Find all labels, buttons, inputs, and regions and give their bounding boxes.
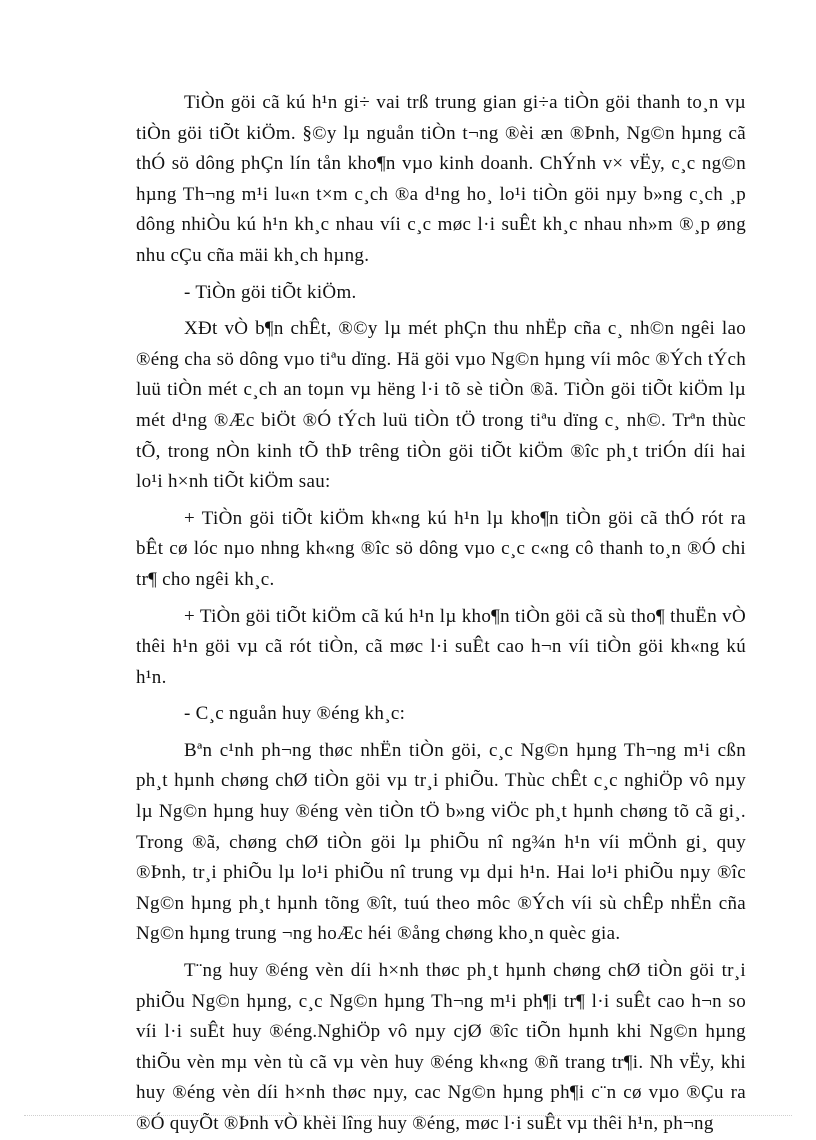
heading-savings-deposits: - TiÒn göi tiÕt kiÖm. — [184, 281, 357, 303]
paragraph-term-savings: + TiÒn göi tiÕt kiÖm cã kú h¹n lµ kho¶n tiÒn göi cã sù tho¶ thuËn vÒ thêi h¹n göi vµ cã rót tiÒn, cã møc l·i suÊt cao h¬n víi tiÒn göi kh«ng kú h¹n. — [136, 605, 746, 688]
paragraph-term-deposits: TiÒn göi cã kú h¹n gi÷ vai trß trung gian gi÷a tiÒn göi thanh to¸n vµ tiÒn göi tiÕt kiÖm. §©y lµ nguån tiÒn t¬ng ®èi æn ®Þnh, Ng©n hµng cã thÓ sö dông phÇn lín tån kho¶n vµo kinh doanh. ChÝnh v× vËy, c¸c ng©n hµng Th¬ng m¹i lu«n t×m c¸ch ®a d¹ng ho¸ lo¹i tiÒn göi nµy b»ng c¸ch ¸p dông nhiÒu kú h¹n kh¸c nhau víi c¸c møc l·i suÊt kh¸c nhau nh»m ®¸p øng nhu cÇu cña mäi kh¸ch hµng. — [136, 92, 746, 266]
page-bottom-divider — [24, 1115, 792, 1116]
paragraph-certificates-bonds: Bªn c¹nh ph¬ng thøc nhËn tiÒn göi, c¸c Ng©n hµng Th¬ng m¹i cßn ph¸t hµnh chøng chØ tiÒn göi vµ tr¸i phiÕu. Thùc chÊt c¸c nghiÖp vô nµy lµ Ng©n hµng huy ®éng vèn tiÒn tÖ b»ng viÖc ph¸t hµnh chøng tõ cã gi¸. Trong ®ã, chøng chØ tiÒn göi lµ phiÕu nî ng¾n h¹n víi mÖnh gi¸ quy ®Þnh, tr¸i phiÕu lµ lo¹i phiÕu nî trung vµ dµi h¹n. Hai lo¹i phiÕu nµy ®îc Ng©n hµng ph¸t hµnh tõng ®ît, tuú theo môc ®Ých víi sù chÊp nhËn cña Ng©n hµng trung ¬ng hoÆc héi ®ång chøng kho¸n quèc gia. — [136, 739, 746, 945]
heading-other-sources: - C¸c nguån huy ®éng kh¸c: — [184, 703, 406, 725]
paragraph-capital-raising: T¨ng huy ®éng vèn díi h×nh thøc ph¸t hµnh chøng chØ tiÒn göi tr¸i phiÕu Ng©n hµng, c¸c Ng©n hµng Th¬ng m¹i ph¶i tr¶ l·i suÊt cao h¬n so víi l·i suÊt huy ®éng.NghiÖp vô nµy cjØ ®îc tiÕn hµnh khi Ng©n hµng thiÕu vèn mµ vèn tù cã vµ vèn huy ®éng kh«ng ®ñ trang tr¶i. Nh vËy, khi huy ®éng vèn díi h×nh thøc nµy, cac Ng©n hµng ph¶i c¨n cø vµo ®Çu ra ®Ó quyÕt ®Þnh vÒ khèi lîng huy ®éng, møc l·i suÊt vµ thêi h¹n, ph¬ng — [136, 960, 746, 1134]
paragraph-savings-nature: XÐt vÒ b¶n chÊt, ®©y lµ mét phÇn thu nhËp cña c¸ nh©n ngêi lao ®éng cha sö dông vµo tiªu dïng. Hä göi vµo Ng©n hµng víi môc ®Ých tÝch luü tiÒn mét c¸ch an toµn vµ hëng l·i tõ sè tiÒn ®ã. TiÒn göi tiÕt kiÖm lµ mét d¹ng ®Æc biÖt ®Ó tÝch luü tiÒn tÖ trong tiªu dïng c¸ nh©. Trªn thùc tÕ, trong nÒn kinh tÕ thÞ trêng tiÒn göi tiÕt kiÖm ®îc ph¸t triÓn díi hai lo¹i h×nh tiÕt kiÖm sau: — [136, 318, 746, 493]
paragraph-demand-savings: + TiÒn göi tiÕt kiÖm kh«ng kú h¹n lµ kho¶n tiÒn göi cã thÓ rót ra bÊt cø lóc nµo nhng kh«ng ®îc sö dông vµo c¸c c«ng cô thanh to¸n ®Ó chi tr¶ cho ngêi kh¸c. — [136, 507, 746, 590]
body-text — [136, 88, 746, 1140]
